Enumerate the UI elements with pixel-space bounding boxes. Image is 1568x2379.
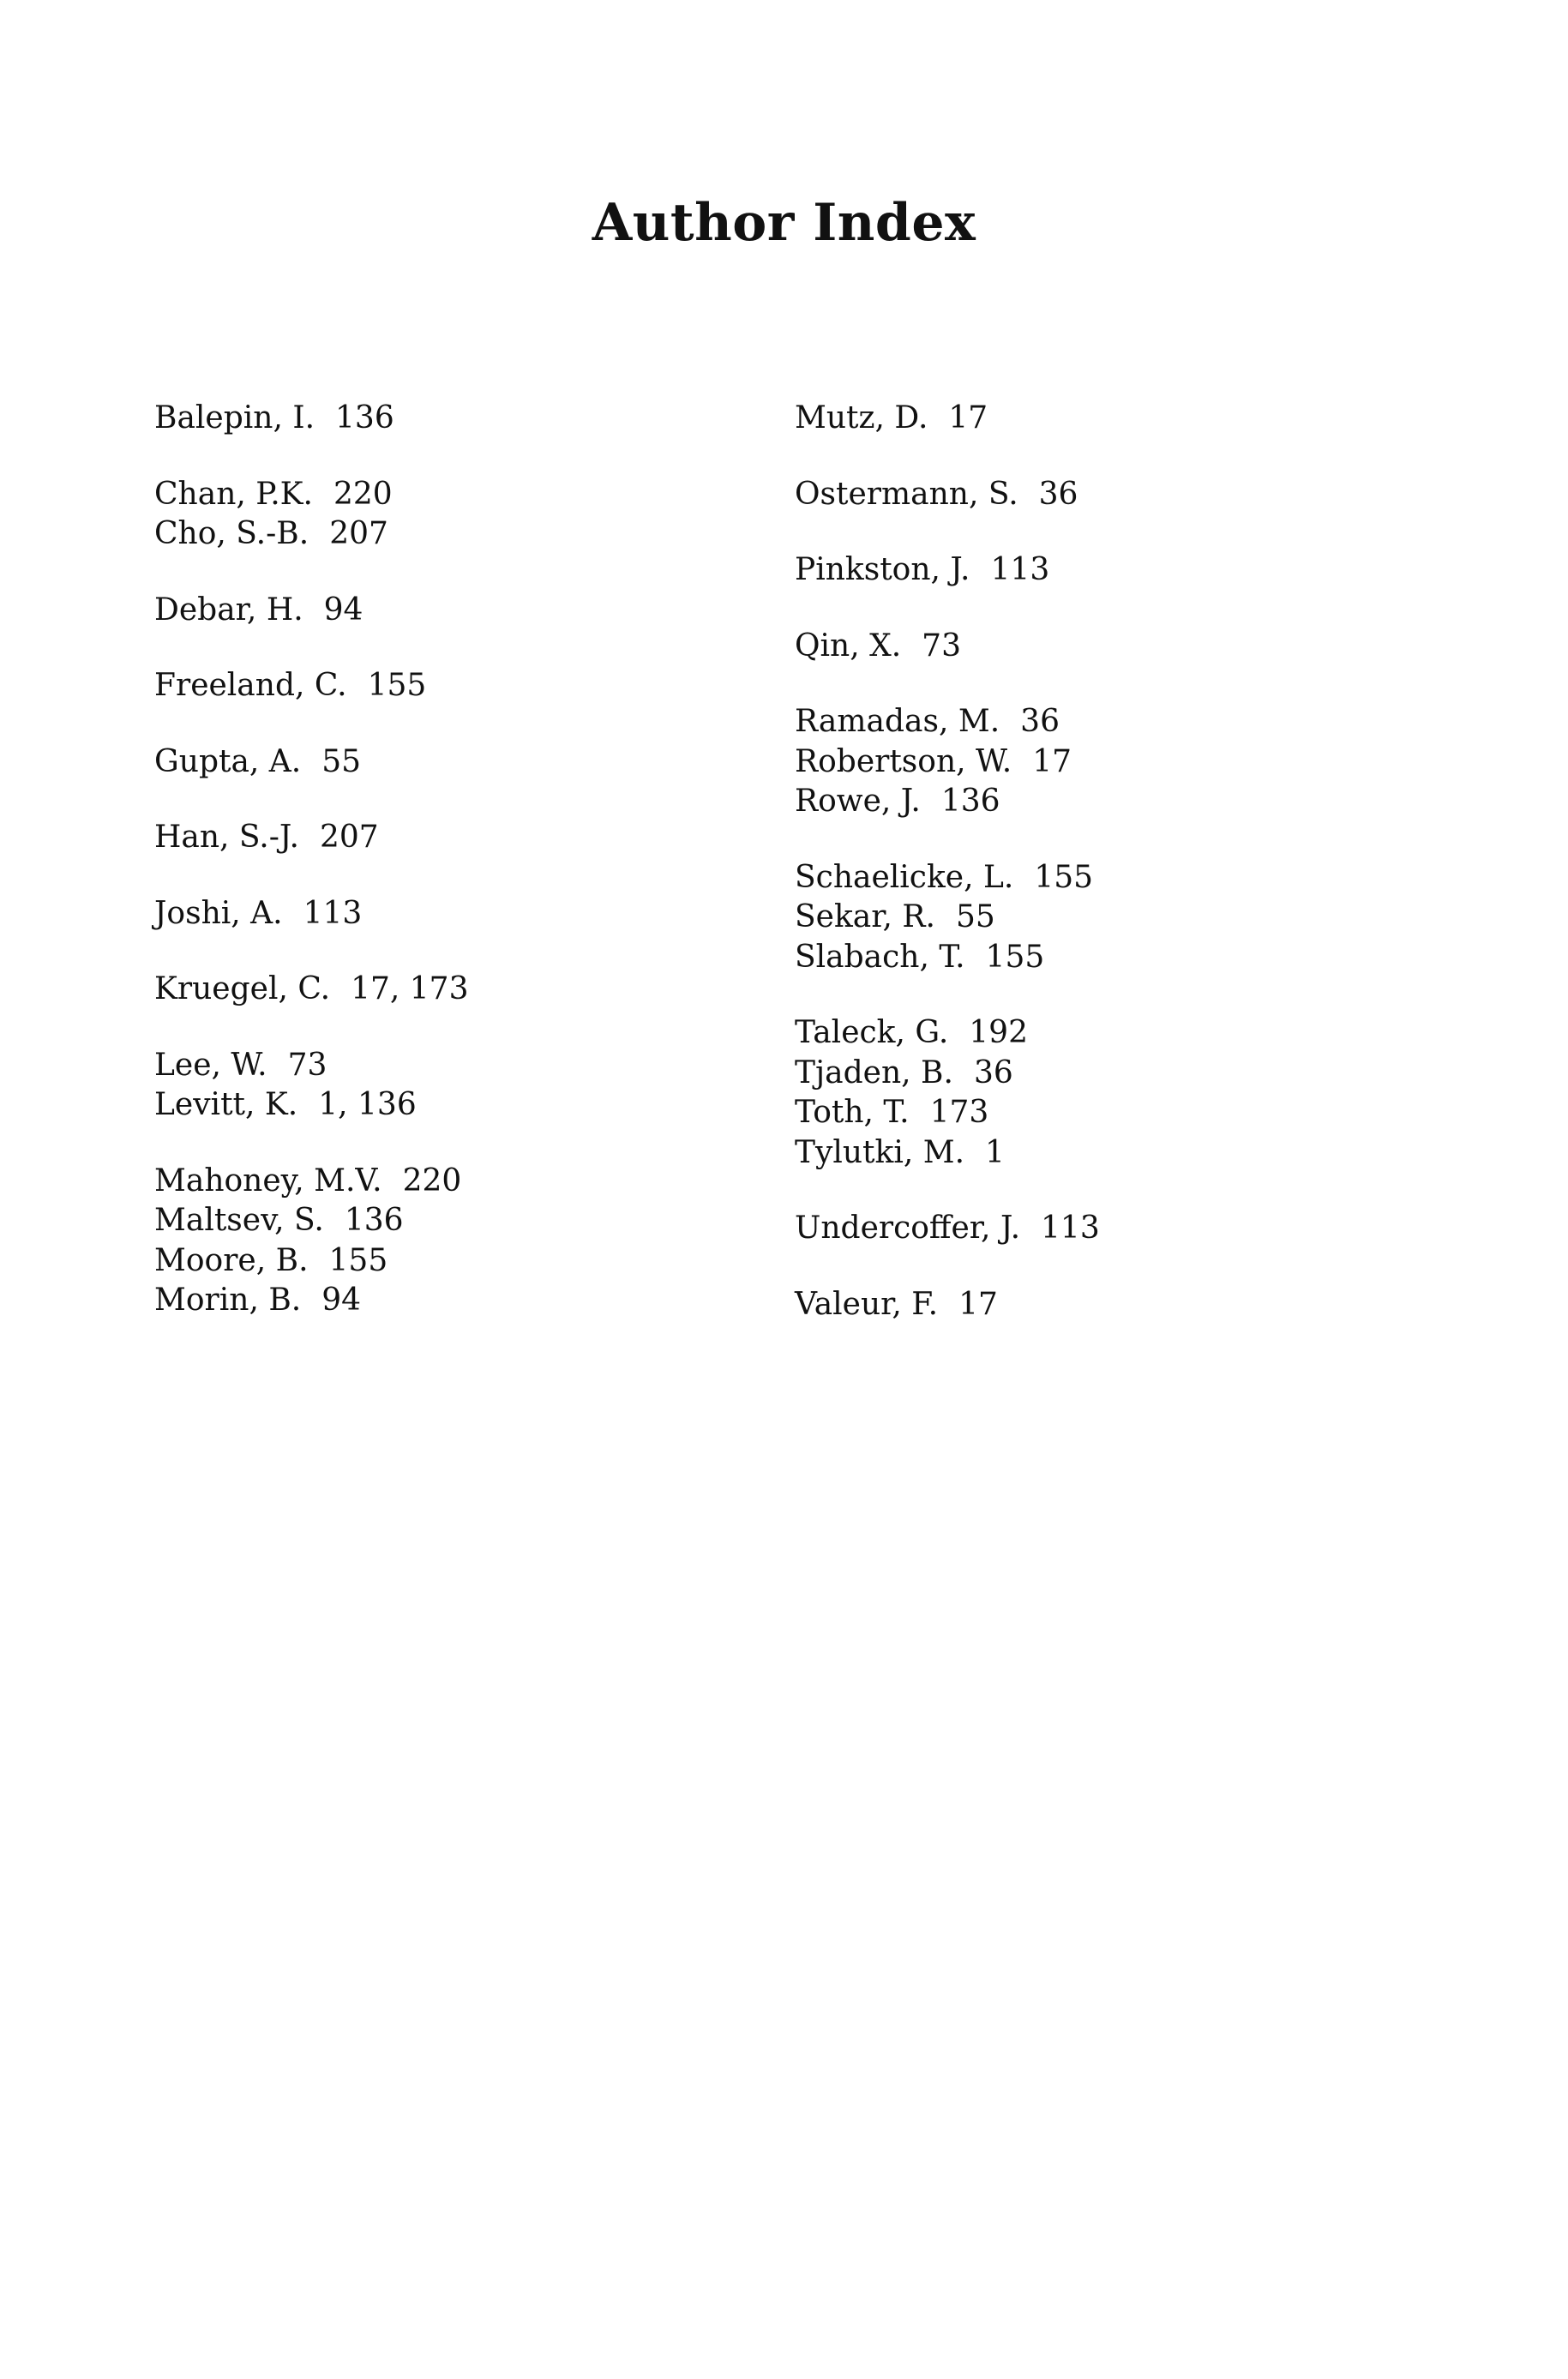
author-name: Ostermann, S. xyxy=(795,476,1018,512)
index-group xyxy=(795,858,1395,978)
page-numbers: 55 xyxy=(321,743,362,779)
page-numbers: 113 xyxy=(990,552,1050,587)
author-name: Maltsev, S. xyxy=(154,1203,324,1238)
page-numbers: 113 xyxy=(303,895,363,931)
author-name: Chan, P.K. xyxy=(154,476,313,512)
index-group xyxy=(154,1046,754,1126)
index-group xyxy=(154,666,754,706)
index-group xyxy=(795,1013,1395,1173)
page-numbers: 136 xyxy=(344,1203,404,1238)
page-numbers: 207 xyxy=(329,516,388,551)
author-name: Undercoffer, J. xyxy=(795,1211,1021,1246)
index-group xyxy=(795,550,1395,591)
page-numbers: 94 xyxy=(321,1283,362,1318)
index-entry xyxy=(154,1162,754,1202)
index-group xyxy=(795,1285,1395,1325)
index-group xyxy=(154,970,754,1010)
index-entry xyxy=(154,1046,754,1086)
index-group xyxy=(795,627,1395,667)
index-entry xyxy=(795,898,1395,938)
index-entry xyxy=(154,666,754,706)
page-numbers: 1 xyxy=(985,1134,1005,1170)
index-entry xyxy=(795,742,1395,783)
index-entry xyxy=(795,938,1395,978)
author-name: Mahoney, M.V. xyxy=(154,1162,382,1199)
page-numbers: 113 xyxy=(1041,1211,1100,1246)
index-entry xyxy=(154,591,754,631)
index-group xyxy=(795,1209,1395,1249)
page-numbers: 220 xyxy=(402,1162,462,1199)
page-numbers: 155 xyxy=(328,1242,388,1278)
author-name: Joshi, A. xyxy=(154,895,283,931)
index-entry xyxy=(154,475,754,515)
page-numbers: 155 xyxy=(985,939,1045,975)
index-entry xyxy=(154,1241,754,1282)
author-name: Cho, S.-B. xyxy=(154,516,309,551)
author-name: Pinkston, J. xyxy=(795,552,970,587)
page-numbers: 36 xyxy=(1038,476,1078,512)
page-numbers: 220 xyxy=(333,476,393,512)
index-entry xyxy=(154,742,754,783)
index-entry xyxy=(795,1285,1395,1325)
author-name: Moore, B. xyxy=(154,1242,309,1278)
page-numbers: 73 xyxy=(922,628,961,664)
page-numbers: 17, 173 xyxy=(351,971,469,1006)
index-entry xyxy=(154,1085,754,1126)
index-group xyxy=(154,894,754,934)
index-entry xyxy=(154,1201,754,1241)
author-name: Rowe, J. xyxy=(795,784,921,819)
page-numbers: 136 xyxy=(335,400,394,436)
index-entry xyxy=(795,1013,1395,1054)
index-entry xyxy=(154,894,754,934)
index-column-right xyxy=(795,399,1395,1361)
index-entry xyxy=(154,970,754,1010)
index-entry xyxy=(795,1093,1395,1133)
index-column-left xyxy=(154,399,754,1357)
author-name: Freeland, C. xyxy=(154,668,347,703)
index-entry xyxy=(795,399,1395,439)
author-name: Sekar, R. xyxy=(795,899,935,934)
author-name: Lee, W. xyxy=(154,1047,267,1083)
index-group xyxy=(795,475,1395,515)
page-numbers: 73 xyxy=(287,1047,327,1083)
author-name: Debar, H. xyxy=(154,592,303,628)
author-name: Morin, B. xyxy=(154,1283,302,1318)
index-group xyxy=(154,399,754,439)
index-group xyxy=(795,702,1395,822)
author-name: Valeur, F. xyxy=(795,1286,939,1322)
index-entry xyxy=(795,782,1395,822)
index-entry xyxy=(154,399,754,439)
author-name: Qin, X. xyxy=(795,628,902,664)
index-entry xyxy=(795,1054,1395,1094)
index-entry xyxy=(154,818,754,858)
index-group xyxy=(154,818,754,858)
index-group xyxy=(154,1162,754,1321)
index-entry xyxy=(795,702,1395,742)
author-name: Tjaden, B. xyxy=(795,1054,953,1090)
author-name: Han, S.-J. xyxy=(154,820,299,855)
author-name: Levitt, K. xyxy=(154,1087,298,1122)
page-numbers: 1, 136 xyxy=(318,1087,417,1122)
author-name: Toth, T. xyxy=(795,1095,910,1130)
page-numbers: 192 xyxy=(969,1015,1028,1050)
author-name: Kruegel, C. xyxy=(154,971,331,1006)
page-numbers: 36 xyxy=(973,1054,1013,1090)
author-name: Balepin, I. xyxy=(154,400,315,436)
page-numbers: 173 xyxy=(929,1095,989,1130)
author-name: Tylutki, M. xyxy=(795,1134,965,1170)
author-name: Ramadas, M. xyxy=(795,704,1000,739)
index-group xyxy=(154,742,754,783)
index-entry xyxy=(795,1133,1395,1174)
author-name: Gupta, A. xyxy=(154,743,302,779)
page-numbers: 155 xyxy=(1034,859,1094,895)
index-group xyxy=(154,591,754,631)
page-numbers: 94 xyxy=(323,592,363,628)
page-numbers: 17 xyxy=(1032,743,1072,779)
index-entry xyxy=(154,514,754,555)
author-name: Slabach, T. xyxy=(795,939,965,975)
page-title: Author Index xyxy=(592,193,976,253)
author-name: Taleck, G. xyxy=(795,1015,949,1050)
page-numbers: 55 xyxy=(955,899,995,934)
page-numbers: 17 xyxy=(948,400,988,436)
page-numbers: 207 xyxy=(320,820,379,855)
index-entry xyxy=(795,475,1395,515)
author-name: Schaelicke, L. xyxy=(795,859,1014,895)
page-numbers: 17 xyxy=(958,1286,998,1322)
index-entry xyxy=(795,1209,1395,1249)
index-entry xyxy=(795,858,1395,898)
page-numbers: 36 xyxy=(1020,704,1060,739)
index-entry xyxy=(795,627,1395,667)
page-numbers: 136 xyxy=(940,784,1000,819)
page-numbers: 155 xyxy=(367,668,427,703)
index-entry xyxy=(154,1281,754,1321)
author-name: Mutz, D. xyxy=(795,400,928,436)
index-group xyxy=(795,399,1395,439)
index-entry xyxy=(795,550,1395,591)
index-group xyxy=(154,475,754,555)
author-name: Robertson, W. xyxy=(795,743,1012,779)
